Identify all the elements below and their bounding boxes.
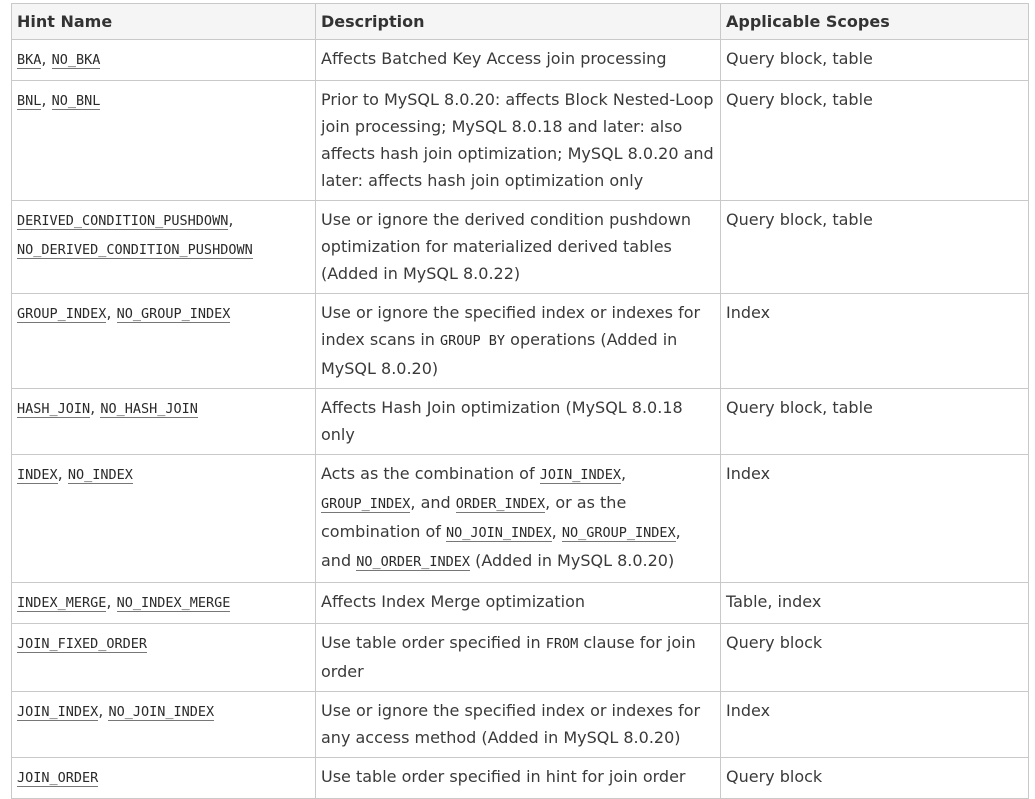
- hint-code: BKA: [17, 52, 42, 68]
- hint-separator: ,: [228, 210, 234, 229]
- hint-link[interactable]: [117, 592, 231, 612]
- description-cell: Use or ignore the specified index or indexes for any access method (Added in MySQL 8.0.20): [316, 692, 721, 758]
- hint-name-cell: [12, 583, 316, 624]
- hint-link[interactable]: [17, 210, 228, 230]
- hint-code: NO_GROUP_INDEX: [116, 306, 231, 322]
- table-row: [12, 81, 1029, 201]
- table-row: [12, 455, 1029, 583]
- description-cell: Use or ignore the derived condition pushdown optimization for materialized derived tables (Added in MySQL 8.0.22): [316, 201, 721, 294]
- description-hint-link[interactable]: [446, 522, 552, 542]
- hint-code: GROUP_INDEX: [17, 306, 107, 322]
- inline-code: GROUP BY: [440, 333, 506, 349]
- table-row: [12, 758, 1029, 799]
- description-cell: Acts as the combination of JOIN_INDEX, GROUP_INDEX, and ORDER_INDEX, or as the combination of NO_JOIN_INDEX, NO_GROUP_INDEX, and NO_ORDER_INDEX (Added in MySQL 8.0.20): [316, 455, 721, 583]
- col-header-description: Description: [316, 4, 721, 40]
- table-row: [12, 389, 1029, 455]
- optimizer-hints-table: [11, 3, 1029, 799]
- hint-code: NO_HASH_JOIN: [100, 401, 198, 417]
- scope-cell: Index: [721, 294, 1029, 389]
- hint-code: NO_JOIN_INDEX: [108, 704, 215, 720]
- hint-link[interactable]: [68, 464, 133, 484]
- description-hint-link[interactable]: [540, 464, 621, 484]
- hint-link[interactable]: [17, 767, 98, 787]
- hint-name-cell: [12, 201, 316, 294]
- scope-cell: Query block, table: [721, 201, 1029, 294]
- description-cell: Use table order specified in hint for join order: [316, 758, 721, 799]
- hint-separator: ,: [98, 701, 104, 720]
- hint-code: NO_BKA: [51, 52, 101, 68]
- hint-link[interactable]: [52, 90, 101, 110]
- description-cell: Affects Batched Key Access join processing: [316, 40, 721, 81]
- hint-link[interactable]: [108, 701, 214, 721]
- hint-separator: ,: [57, 464, 63, 483]
- hint-link[interactable]: [17, 701, 98, 721]
- hint-link[interactable]: [100, 398, 198, 418]
- col-header-hint-name: Hint Name: [12, 4, 316, 40]
- hint-code: INDEX_MERGE: [17, 595, 107, 611]
- hint-separator: ,: [41, 49, 47, 68]
- table-row: [12, 583, 1029, 624]
- inline-code: FROM: [545, 636, 579, 652]
- hint-link[interactable]: [17, 90, 41, 110]
- hint-code: JOIN_FIXED_ORDER: [17, 636, 148, 652]
- table-row: [12, 294, 1029, 389]
- description-cell: Affects Index Merge optimization: [316, 583, 721, 624]
- hint-link[interactable]: [52, 49, 101, 69]
- table-row: [12, 624, 1029, 692]
- hint-code: NO_GROUP_INDEX: [561, 525, 676, 541]
- scope-cell: Query block, table: [721, 389, 1029, 455]
- description-cell: Use table order specified in FROM clause for join order: [316, 624, 721, 692]
- table-row: [12, 201, 1029, 294]
- description-hint-link[interactable]: [321, 493, 410, 513]
- hint-code: ORDER_INDEX: [455, 496, 546, 512]
- hint-link[interactable]: [17, 398, 90, 418]
- description-cell: Use or ignore the specified index or indexes for index scans in GROUP BY operations (Added in MySQL 8.0.20): [316, 294, 721, 389]
- description-cell: Prior to MySQL 8.0.20: affects Block Nested-Loop join processing; MySQL 8.0.18 and later: also affects hash join optimization; MySQL 8.0.20 and later: affects hash join optimization only: [316, 81, 721, 201]
- hint-code: NO_JOIN_INDEX: [445, 525, 552, 541]
- hint-code: NO_INDEX: [67, 467, 133, 483]
- hint-separator: ,: [41, 90, 47, 109]
- hint-code: JOIN_INDEX: [539, 467, 621, 483]
- description-hint-link[interactable]: [356, 551, 470, 571]
- hint-code: JOIN_INDEX: [17, 704, 99, 720]
- description-cell: Affects Hash Join optimization (MySQL 8.0.18 only: [316, 389, 721, 455]
- table-row: [12, 692, 1029, 758]
- hint-link[interactable]: [17, 633, 147, 653]
- hint-separator: ,: [106, 303, 112, 322]
- hint-code: DERIVED_CONDITION_PUSHDOWN: [17, 213, 229, 229]
- scope-cell: Query block, table: [721, 40, 1029, 81]
- hint-link[interactable]: [17, 464, 58, 484]
- hint-name-cell: [12, 40, 316, 81]
- hint-code: JOIN_ORDER: [17, 770, 99, 786]
- hint-name-cell: [12, 294, 316, 389]
- description-hint-link[interactable]: [456, 493, 545, 513]
- header-row: [12, 4, 1029, 40]
- hint-code: INDEX: [17, 467, 58, 483]
- hint-code: NO_INDEX_MERGE: [116, 595, 231, 611]
- scope-cell: Query block: [721, 758, 1029, 799]
- scope-cell: Index: [721, 692, 1029, 758]
- hint-code: BNL: [17, 93, 42, 109]
- table-row: [12, 40, 1029, 81]
- col-header-applicable-scopes: Applicable Scopes: [721, 4, 1029, 40]
- hint-code: NO_BNL: [51, 93, 101, 109]
- hint-name-cell: [12, 624, 316, 692]
- hint-code: GROUP_INDEX: [321, 496, 411, 512]
- hint-code: HASH_JOIN: [17, 401, 91, 417]
- hint-name-cell: [12, 389, 316, 455]
- hint-link[interactable]: [17, 592, 106, 612]
- scope-cell: Index: [721, 455, 1029, 583]
- hint-link[interactable]: [117, 303, 231, 323]
- hint-code: NO_ORDER_INDEX: [356, 554, 470, 570]
- description-hint-link[interactable]: [562, 522, 676, 542]
- hint-code: NO_DERIVED_CONDITION_PUSHDOWN: [17, 242, 253, 258]
- hint-separator: ,: [106, 592, 112, 611]
- hint-link[interactable]: [17, 49, 41, 69]
- hint-link[interactable]: [17, 303, 106, 323]
- hint-name-cell: [12, 455, 316, 583]
- scope-cell: Query block, table: [721, 81, 1029, 201]
- scope-cell: Query block: [721, 624, 1029, 692]
- hint-name-cell: [12, 758, 316, 799]
- scope-cell: Table, index: [721, 583, 1029, 624]
- hint-separator: ,: [90, 398, 96, 417]
- hint-link[interactable]: [17, 239, 253, 259]
- hint-name-cell: [12, 81, 316, 201]
- hint-name-cell: [12, 692, 316, 758]
